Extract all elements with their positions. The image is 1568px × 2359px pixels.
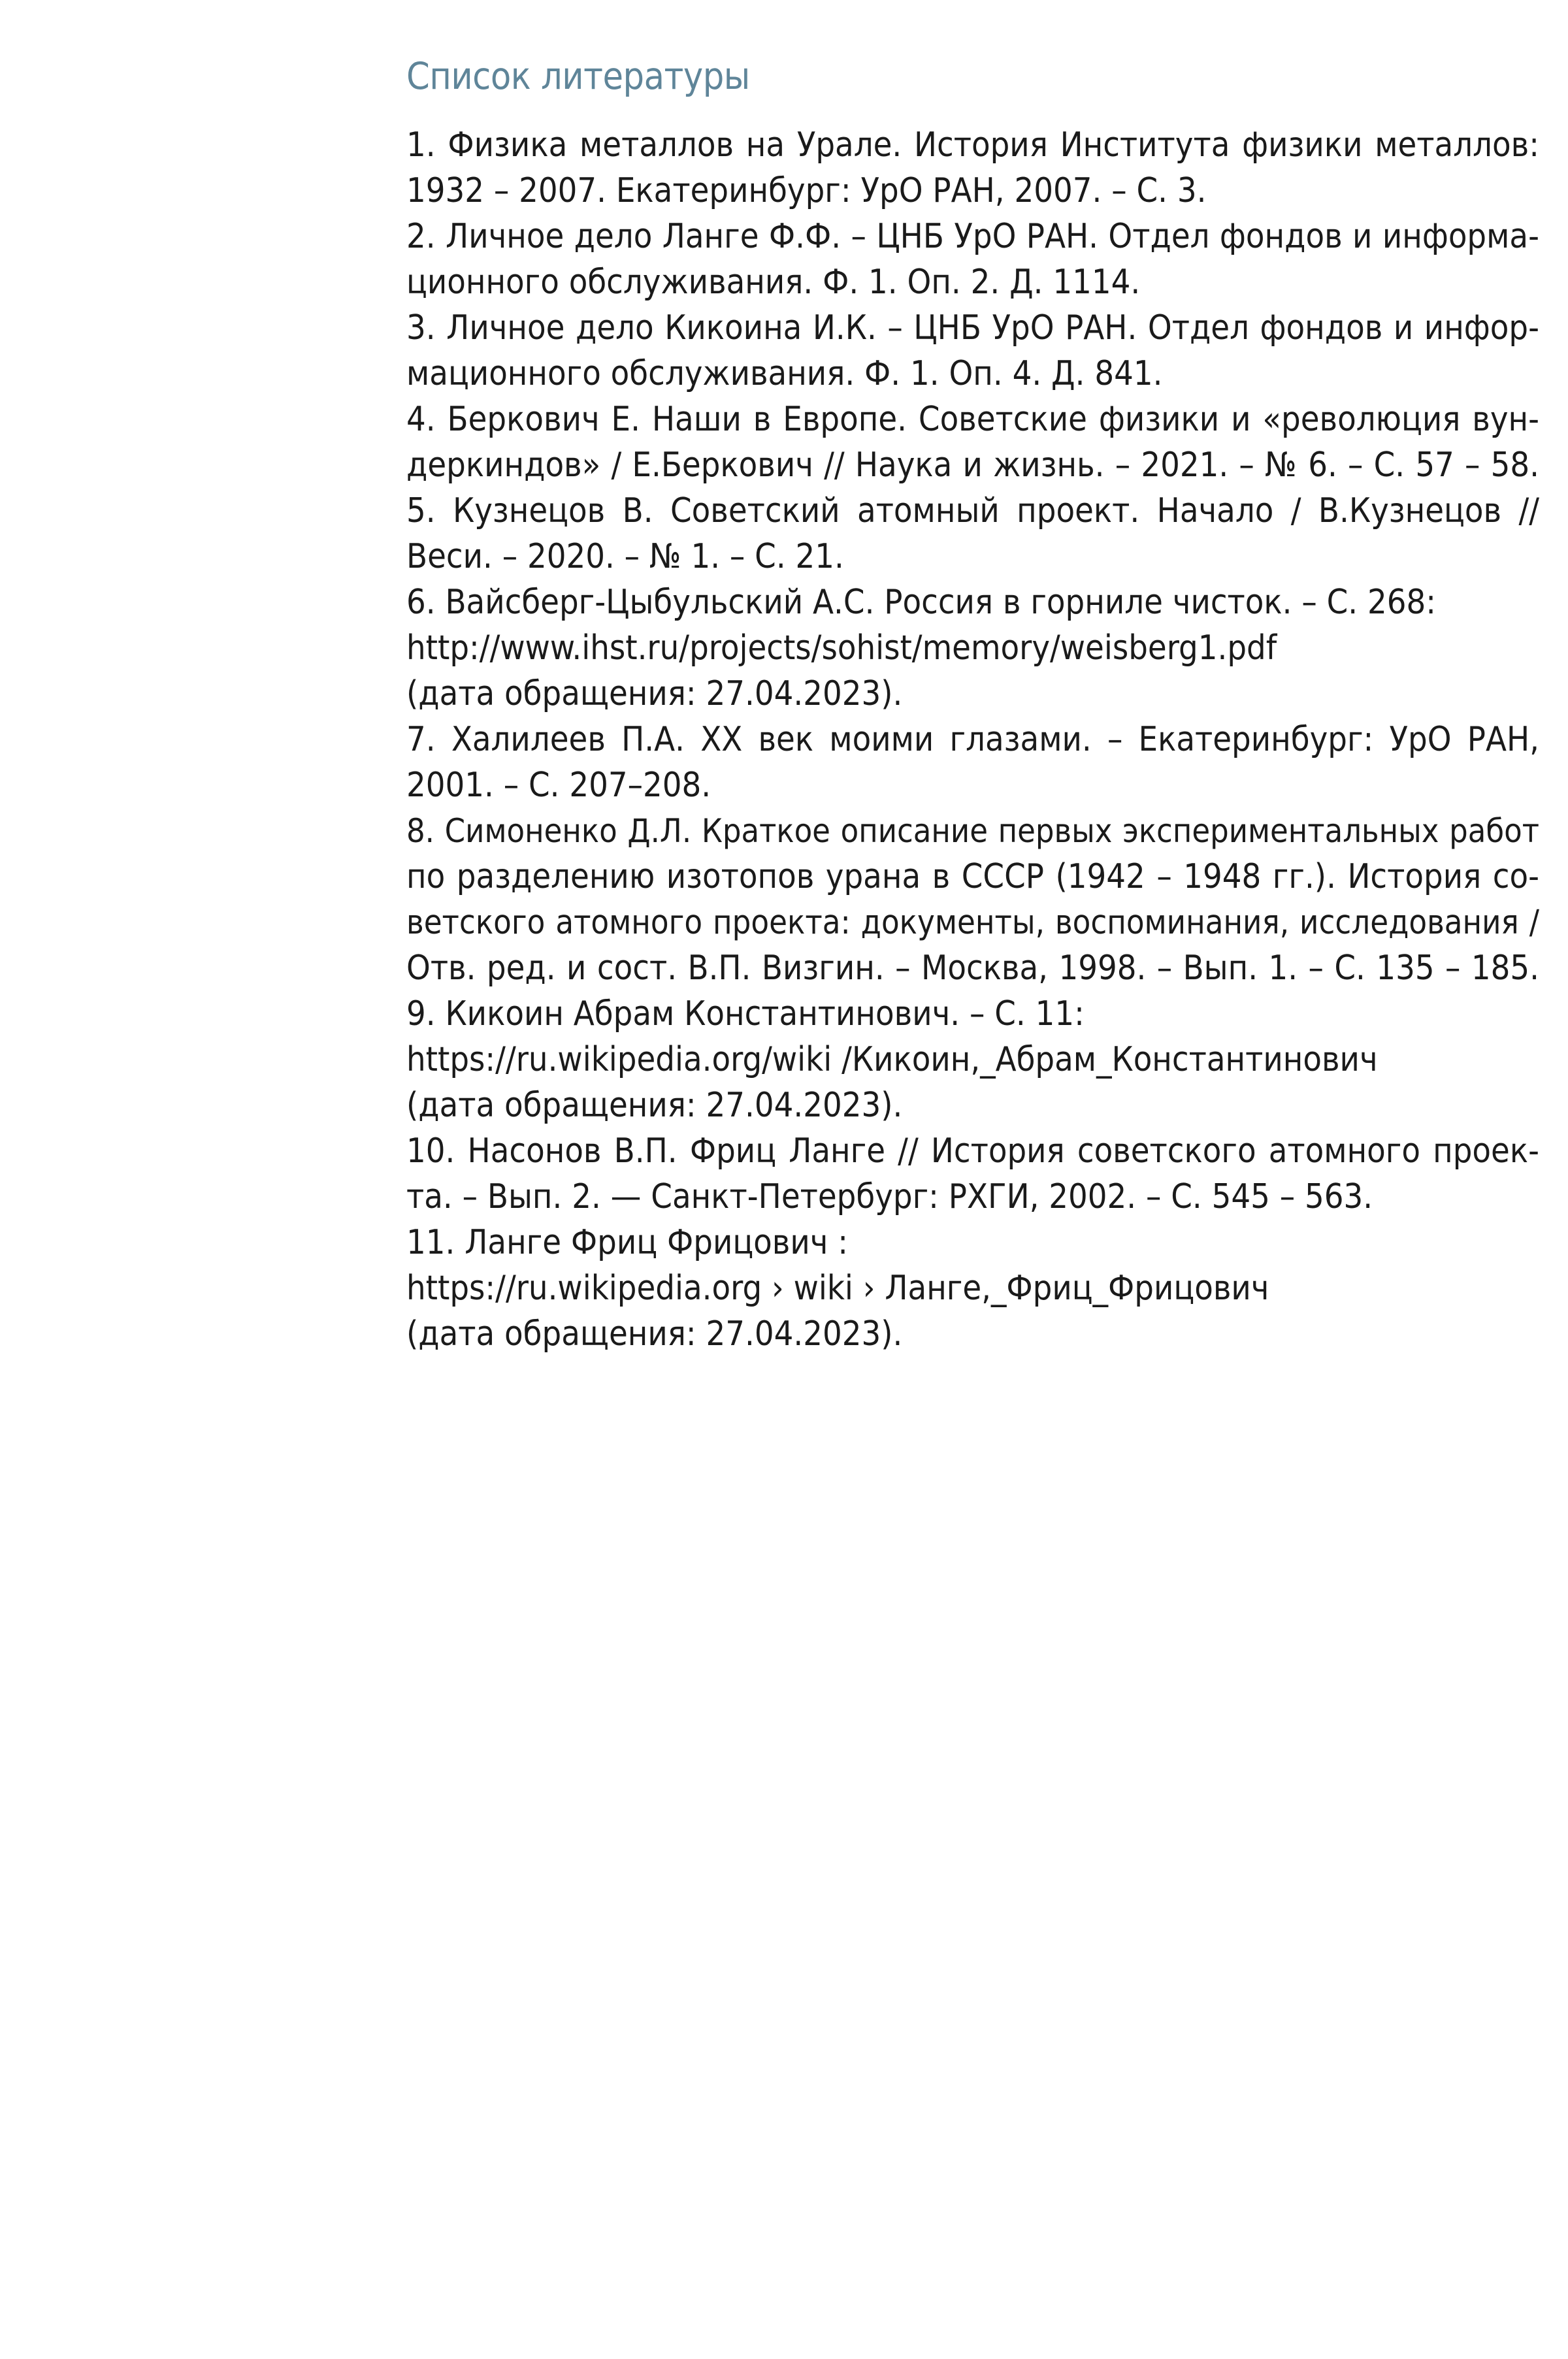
reference-line: 1932 – 2007. Екатеринбург: УрО РАН, 2007. – С. 3. <box>406 171 1207 210</box>
reference-list <box>406 122 1539 1357</box>
reference-line: (дата обращения: 27.04.2023). <box>406 1086 903 1125</box>
reference-line: 11. Ланге Фриц Фрицович : <box>406 1223 849 1262</box>
reference-line: (дата обращения: 27.04.2023). <box>406 1314 903 1354</box>
reference-line: 8. Симоненко Д.Л. Краткое описание первых экспериментальных работ <box>406 811 1539 850</box>
reference-line: 5. Кузнецов В. Советский атомный проект. Начало / В.Кузнецов // <box>406 491 1539 530</box>
reference-line: деркиндов» / Е.Беркович // Наука и жизнь. – 2021. – № 6. – С. 57 – 58. <box>406 446 1539 485</box>
reference-line: 7. Халилеев П.А. XX век моими глазами. – Екатеринбург: УрО РАН, <box>406 720 1539 759</box>
reference-line: 6. Вайсберг-Цыбульский А.С. Россия в горниле чисток. – С. 268: <box>406 583 1437 622</box>
reference-line: 2001. – С. 207–208. <box>406 766 711 805</box>
page-title: Список литературы <box>406 55 750 99</box>
reference-line: Веси. – 2020. – № 1. – С. 21. <box>406 537 844 576</box>
reference-line: 3. Личное дело Кикоина И.К. – ЦНБ УрО РАН. Отдел фондов и инфор- <box>406 308 1539 348</box>
reference-line: ветского атомного проекта: документы, воспоминания, исследования / <box>406 903 1539 941</box>
reference-line: Отв. ред. и сост. В.П. Визгин. – Москва, 1998. – Вып. 1. – С. 135 – 185. <box>406 949 1539 988</box>
reference-line: http://www.ihst.ru/projects/sohist/memory/weisberg1.pdf <box>406 628 1277 668</box>
reference-line: 1. Физика металлов на Урале. История Института физики металлов: <box>406 125 1539 165</box>
reference-line: (дата обращения: 27.04.2023). <box>406 674 903 713</box>
reference-line: https://ru.wikipedia.org › wiki › Ланге,_Фриц_Фрицович <box>406 1269 1269 1308</box>
reference-line: ционного обслуживания. Ф. 1. Оп. 2. Д. 1114. <box>406 263 1141 302</box>
reference-line: 2. Личное дело Ланге Ф.Ф. – ЦНБ УрО РАН. Отдел фондов и информа- <box>406 217 1539 256</box>
reference-line: https://ru.wikipedia.org/wiki /Кикоин,_Абрам_Константинович <box>406 1040 1378 1079</box>
reference-line: та. – Вып. 2. — Санкт-Петербург: РХГИ, 2002. – С. 545 – 563. <box>406 1177 1373 1216</box>
reference-line: 9. Кикоин Абрам Константинович. – С. 11: <box>406 994 1085 1033</box>
reference-line: 4. Беркович Е. Наши в Европе. Советские физики и «революция вун- <box>406 400 1539 439</box>
reference-line: 10. Насонов В.П. Фриц Ланге // История советского атомного проек- <box>406 1131 1539 1171</box>
reference-line: по разделению изотопов урана в СССР (1942 – 1948 гг.). История со- <box>406 857 1539 896</box>
reference-line: мационного обслуживания. Ф. 1. Оп. 4. Д. 841. <box>406 354 1163 393</box>
